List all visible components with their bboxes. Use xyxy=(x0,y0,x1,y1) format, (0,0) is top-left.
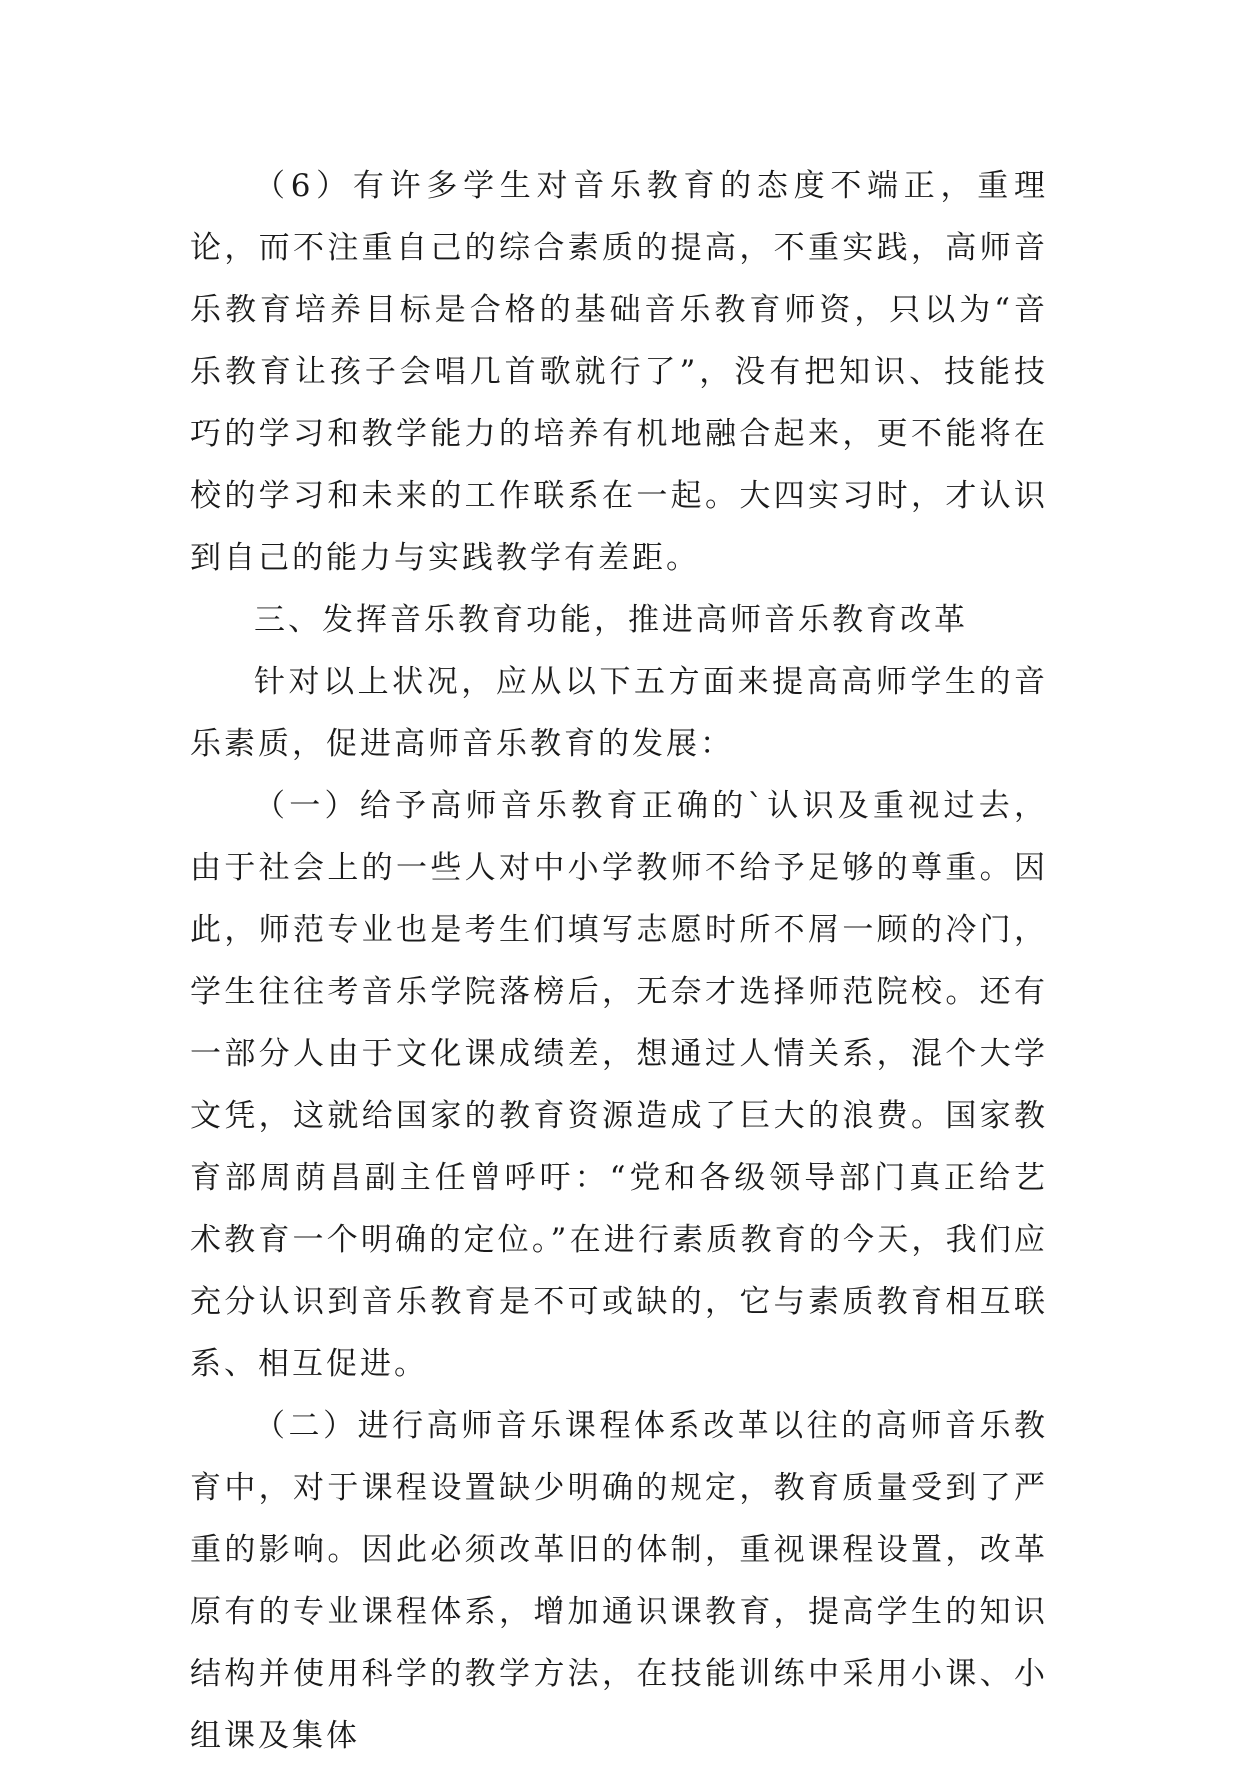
paragraph-point-one: （一）给予高师音乐教育正确的`认识及重视过去，由于社会上的一些人对中小学教师不给予足够的尊重。因此，师范专业也是考生们填写志愿时所不屑一顾的冷门，学生往往考音乐学院落榜后，无奈才选择师范院校。还有一部分人由于文化课成绩差，想通过人情关系，混个大学文凭，这就给国家的教育资源造成了巨大的浪费。国家教育部周荫昌副主任曾呼吁：“党和各级领导部门真正给艺术教育一个明确的定位。”在进行素质教育的今天，我们应充分认识到音乐教育是不可或缺的，它与素质教育相互联系、相互促进。 xyxy=(190,788,1048,1382)
paragraph-item-6: （6）有许多学生对音乐教育的态度不端正，重理论，而不注重自己的综合素质的提高，不重实践，高师音乐教育培养目标是合格的基础音乐教育师资，只以为“音乐教育让孩子会唱几首歌就行了”，没有把知识、技能技巧的学习和教学能力的培养有机地融合起来，更不能将在校的学习和未来的工作联系在一起。大四实习时，才认识到自己的能力与实践教学有差距。 xyxy=(190,168,1048,576)
section-heading-three: 三、发挥音乐教育功能，推进高师音乐教育改革 xyxy=(254,602,968,638)
paragraph-point-two: （二）进行高师音乐课程体系改革以往的高师音乐教育中，对于课程设置缺少明确的规定，教育质量受到了严重的影响。因此必须改革旧的体制，重视课程设置，改革原有的专业课程体系，增加通识课教育，提高学生的知识结构并使用科学的教学方法，在技能训练中采用小课、小组课及集体 xyxy=(190,1408,1048,1754)
paragraph-intro: 针对以上状况，应从以下五方面来提高高师学生的音乐素质，促进高师音乐教育的发展： xyxy=(190,664,1048,762)
document-body xyxy=(190,155,1048,1767)
